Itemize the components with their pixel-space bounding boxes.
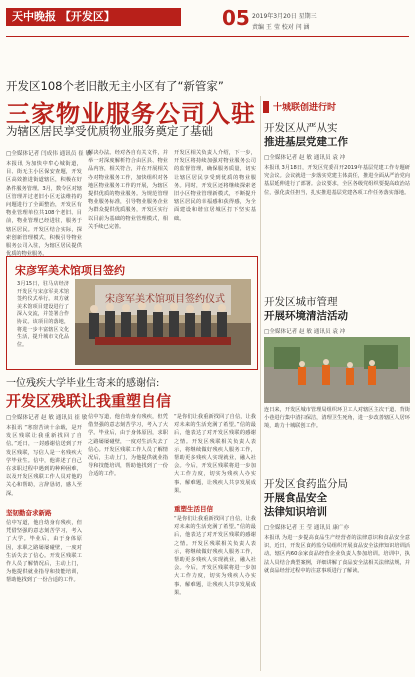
lead-body-col2: 解决办法。经对各自有关文件，并举一对深度解析符合由区县、物业品内容，相关符合，并在开展相关办对物业服务工作，加快组织对各地区物业服务工作的开展，为辖区提供优质的物业服务。为规范管理物业服务标准，引导物业服务企业为群众提供优质服务，开发区实行以目前为基础的物业管理模式，相关手续已完善。	[88, 150, 168, 230]
section-name: 【开发区】	[59, 10, 115, 23]
signing-photo	[75, 279, 251, 365]
street-cleaning-photo-art	[264, 337, 410, 403]
lead-body-col3: 开发区相关负责人介绍，下一步，开发区将持续加强对物业服务公司的监督管理，确保服务质量，切实让辖区居民享受到优质的物业服务。同时，开发区还将继续探索老旧小区物业管理新模式，不断提升辖区居民的幸福感和获得感，为全面建设和谐宜居城区打下坚实基础。	[174, 150, 256, 222]
sidebar-item3-body: 本报讯 为进一步提高食品生产经营者的法律意识和食品安全意识，近日，开发区食药监分局组织开展食品安全法律知识培训活动。辖区内60余家食品经营企业负责人参加培训。培训中，执法人员结合典型案例，详细讲解了食品安全法相关法律法规，并就食品经营过程中的注意事项进行了解读。	[264, 535, 410, 574]
lead-byline: □全媒体记者 闫成伟 通讯员 崔 敏	[6, 151, 92, 157]
song-box-caption: 3月15日，驻马店经济开发区与宋彦军美术馆签约仪式举行。双方就美术馆项目建设进行了深入交流，并签署合作协议。该项目的落地，将进一步丰富辖区文化生活，提升城市文化品位。	[17, 281, 69, 348]
lead-body-col1: 本报讯 为加快中牟心城街道，目、街无主小区保安查题，开发区高效推进街道辖区，积极在好条件服务管理。3月，数令区对辖区管理并过老旧小区无法维持的问题进行了全面整治，开发区有物业管理单位共108个老旧、目前，物业管理已经进驻，服务于辖区居民。开发区结合实际，探索创新管理模式，积极引导物业服务公司入驻，为辖区居民提供优质的物业服务。	[6, 161, 82, 258]
sidebar-item2-title2: 开展环境清洁活动	[264, 310, 348, 322]
paper-name: 天中晚报	[12, 10, 56, 23]
lead-headline: 三家物业服务公司入驻	[6, 100, 256, 128]
masthead-title	[12, 9, 115, 25]
volunteer-body-col1: 本报讯 “寒窗苦读十余载，是开发区残联让我重新找回了自信。”近日，一封感谢信送到了开发区残联，写信人是一名残疾大学毕业生。信中，他讲述了自己在求职过程中遇到的种种困难，以及开发区残联工作人员对他的关心和帮助，言辞恳切，感人至深。	[6, 425, 82, 497]
volunteer-kicker: 一位残疾大学毕业生寄来的感谢信:	[6, 378, 160, 389]
song-box-title: 宋彦军美术馆项目签约	[15, 264, 125, 277]
section-tag-bar	[263, 101, 269, 113]
masthead	[0, 0, 415, 50]
sidebar-item1-byline: □全媒体记者 赵 敏 通讯员 袁 冲	[264, 155, 346, 161]
section-tag	[263, 100, 403, 114]
sidebar-item2-title1: 开发区城市管理	[264, 296, 338, 308]
volunteer-body-col1b: 信中写道，他自幼身有残疾，但凭借坚强的意志刻苦学习，考入了大学。毕业后，由于身体原因，求职之路屡屡碰壁，一度对生活失去了信心。开发区残联工作人员了解情况后，主动上门，为他提供就业指导和技能培训，帮助他找到了一份合适的工作。	[6, 520, 82, 584]
volunteer-body-col3b: “是你们让我重新找回了自信，让我对未来的生活充满了希望。”信的最后，他表达了对开发区残联的感谢之情。开发区残联相关负责人表示，将继续做好残疾人服务工作，帮助更多残疾人实现就业，融入社会。今后，开发区残联将进一步加大工作力度，切实为残疾人办实事、解难题，让残疾人共享发展成果。	[174, 516, 256, 596]
volunteer-body-col2: 信中写道，他自幼身有残疾，但凭借坚强的意志刻苦学习，考入了大学。毕业后，由于身体原因，求职之路屡屡碰壁，一度对生活失去了信心。开发区残联工作人员了解情况后，主动上门，为他提供就业指导和技能培训，帮助他找到了一份合适的工作。	[88, 414, 168, 478]
signing-banner-text: 宋彦军美术馆项目签约仪式	[105, 294, 225, 305]
street-cleaning-photo	[264, 337, 410, 403]
sidebar-item1-body: 本报讯 3月18日，开发区党委召开2019年基层党建工作专题研究会议。会议就进一步落实党建主体责任，推进全面从严治党向基层延伸进行了部署。会议要求，全区各级党组织要提高政治站位，强化责任担当，扎实推进基层党建各项工作任务落实落地。	[264, 165, 410, 196]
sidebar-item3-title1: 开发区食药监分局	[264, 478, 348, 490]
sidebar-item1-title1: 开发区从严从实	[264, 122, 338, 134]
volunteer-body-col3a: “是你们让我重新找回了自信，让我对未来的生活充满了希望。”信的最后，他表达了对开发区残联的感谢之情。开发区残联相关负责人表示，将继续做好残疾人服务工作，帮助更多残疾人实现就业，融入社会。今后，开发区残联将进一步加大工作力度，切实为残疾人办实事、解难题，让残疾人共享发展成果。	[174, 414, 256, 494]
column-separator	[260, 96, 261, 671]
page-number: 05	[222, 6, 250, 30]
volunteer-subheading-1: 坚韧勤奋求新路	[6, 509, 52, 517]
section-tag-text: 十城联创进行时	[273, 103, 337, 113]
volunteer-headline: 开发区残联让我重塑自信	[6, 392, 172, 410]
song-box	[6, 256, 258, 370]
sidebar-item3-title3: 法律知识培训	[264, 506, 327, 518]
sidebar-item3-byline: □全媒体记者 王 莹 通讯员 康广亦	[264, 525, 350, 531]
sidebar-item2-byline: □全媒体记者 赵 敏 通讯员 袁 冲	[264, 329, 346, 335]
sidebar-item3-title2: 开展食品安全	[264, 492, 327, 504]
volunteer-byline: □全媒体记者 赵 敏 通讯员 崔 敏	[6, 415, 88, 421]
sidebar-item1-title2: 推进基层党建工作	[264, 136, 348, 148]
sidebar-item2-body: 连日来，开发区城市管理局组织环卫工人对辖区主次干道、背街小巷进行集中清扫保洁，清理卫生死角，进一步改善辖区人居环境，助力十城联创工作。	[264, 407, 410, 430]
lead-subhead: 为辖区居民享受优质物业服务奠定了基础	[6, 124, 213, 138]
lead-kicker: 开发区108个老旧散无主小区有了“新管家”	[6, 79, 224, 93]
editors-line: 责编 王 莹 校对 闫 涵	[252, 24, 310, 31]
masthead-rule	[6, 36, 409, 37]
volunteer-subheading-2: 重塑生活目信	[174, 505, 213, 513]
issue-date: 2019年3月20日 星期三	[252, 13, 317, 20]
